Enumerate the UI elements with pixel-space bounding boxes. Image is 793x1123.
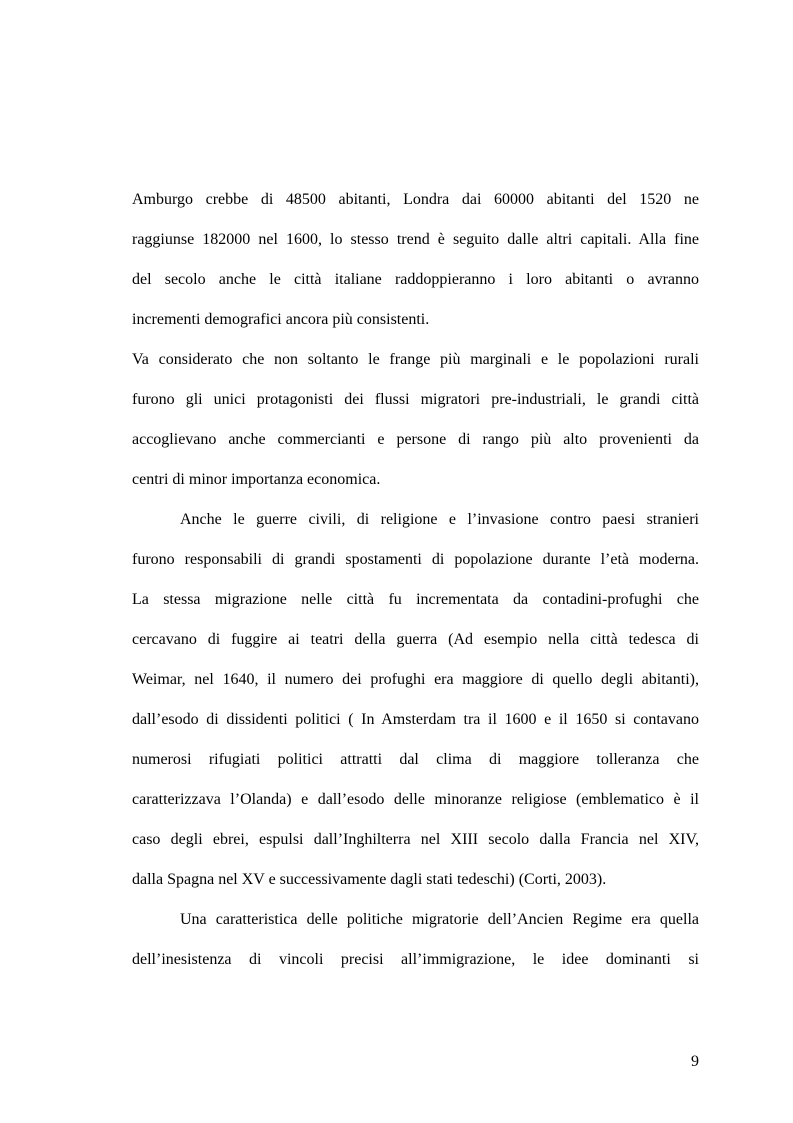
text-line: caratterizzava l’Olanda) e dall’esodo delle minoranze religiose (emblematico è il — [132, 791, 699, 808]
body-text — [132, 185, 699, 985]
text-line: del secolo anche le città italiane raddoppieranno i loro abitanti o avranno — [132, 271, 699, 288]
text-line: La stessa migrazione nelle città fu incrementata da contadini-profughi che — [132, 591, 699, 608]
text-line: Va considerato che non soltanto le frange più marginali e le popolazioni rurali — [132, 351, 699, 368]
text-line: Anche le guerre civili, di religione e l’invasione contro paesi stranieri — [180, 511, 699, 528]
text-line: raggiunse 182000 nel 1600, lo stesso trend è seguito dalle altri capitali. Alla fine — [132, 231, 699, 248]
text-line: Weimar, nel 1640, il numero dei profughi era maggiore di quello degli abitanti), — [132, 671, 699, 688]
text-line: furono responsabili di grandi spostamenti di popolazione durante l’età moderna. — [132, 551, 699, 568]
text-line: caso degli ebrei, espulsi dall’Inghilterra nel XIII secolo dalla Francia nel XIV, — [132, 831, 699, 848]
text-line: centri di minor importanza economica. — [132, 471, 381, 488]
text-line: numerosi rifugiati politici attratti dal clima di maggiore tolleranza che — [132, 751, 699, 768]
text-line: furono gli unici protagonisti dei flussi migratori pre-industriali, le grandi città — [132, 391, 699, 408]
text-line: incrementi demografici ancora più consistenti. — [132, 311, 430, 328]
page-number: 9 — [691, 1053, 699, 1070]
text-line: dall’esodo di dissidenti politici ( In Amsterdam tra il 1600 e il 1650 si contavano — [132, 711, 699, 728]
text-line: cercavano di fuggire ai teatri della guerra (Ad esempio nella città tedesca di — [132, 631, 699, 648]
text-line: dalla Spagna nel XV e successivamente dagli stati tedeschi) (Corti, 2003). — [132, 871, 607, 888]
text-line: accoglievano anche commercianti e persone di rango più alto provenienti da — [132, 431, 699, 448]
text-line: Una caratteristica delle politiche migratorie dell’Ancien Regime era quella — [180, 911, 699, 928]
text-line: dell’inesistenza di vincoli precisi all’immigrazione, le idee dominanti si — [132, 951, 699, 968]
text-line: Amburgo crebbe di 48500 abitanti, Londra dai 60000 abitanti del 1520 ne — [132, 191, 699, 208]
